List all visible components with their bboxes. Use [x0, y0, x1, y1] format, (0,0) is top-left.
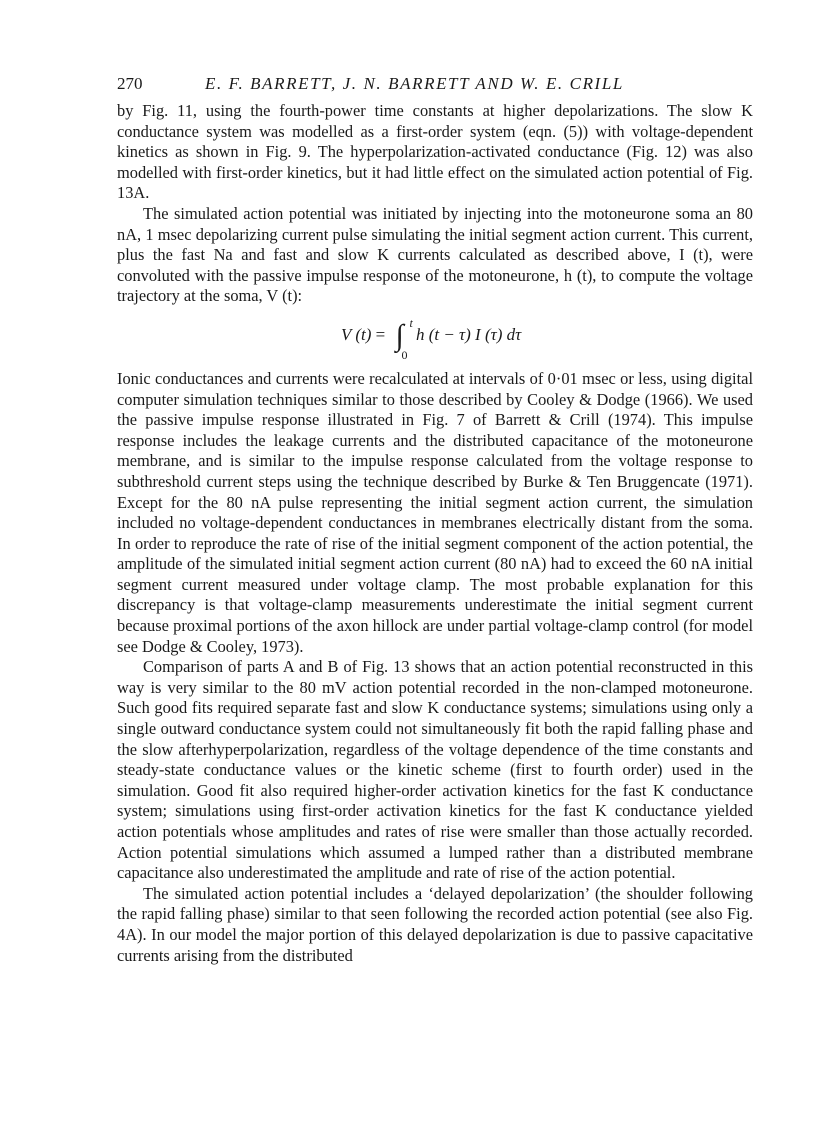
equation-lhs: V (t) — [341, 324, 372, 344]
equation-equals: = — [375, 324, 386, 344]
paragraph-4: Comparison of parts A and B of Fig. 13 shows that an action potential reconstructed in this way is very similar to the 80 mV action potential recorded in the non-clamped motoneurone. Such good fits required separate fast and slow K conductance systems; simulations using only a single outward conductance system could not simultaneously fit both the rapid falling phase and the slow afterhyperpolarization, regardless of the voltage dependence of the time constants and steady-state conductance values or the kinetic scheme (first to fourth order) used in the simulation. Good fit also required higher-order activation kinetics for the fast K conductance system; simulations using first-order activation kinetics for the fast K conductance yielded action potentials whose amplitudes and rates of rise were smaller than those actually recorded. Action potential simulations which assumed a lumped rather than a distributed membrane capacitance also underestimated the amplitude and rate of rise of the action potential. — [117, 657, 753, 883]
integral-sign: ∫ t 0 — [395, 315, 413, 362]
convolution-equation — [117, 311, 753, 367]
running-head-authors: E. F. BARRETT, J. N. BARRETT AND W. E. CRILL — [205, 74, 624, 93]
paragraph-2: The simulated action potential was initiated by injecting into the motoneurone soma an 80 nA, 1 msec depolarizing current pulse simulating the initial segment action current. This current, plus the fast Na and fast and slow K currents calculated as described above, I (t), were convoluted with the passive impulse response of the motoneurone, h (t), to compute the voltage trajectory at the soma, V (t): — [117, 203, 753, 306]
running-header — [117, 72, 753, 96]
paragraph-1: by Fig. 11, using the fourth-power time constants at higher depolarizations. The slow K conductance system was modelled as a first-order system (eqn. (5)) with voltage-dependent kinetics as shown in Fig. 9. The hyperpolarization-activated conductance (Fig. 12) was also modelled with first-order kinetics, but it had little effect on the simulated action potential of Fig. 13A. — [117, 101, 753, 203]
page-number: 270 — [117, 74, 143, 93]
integral-upper-limit: t — [409, 315, 413, 330]
integral-lower-limit: 0 — [401, 347, 408, 362]
equation-integrand: h (t − τ) I (τ) dτ — [415, 324, 522, 344]
paragraph-3: Ionic conductances and currents were recalculated at intervals of 0·01 msec or less, using digital computer simulation techniques similar to those described by Cooley & Dodge (1966). We used the passive impulse response illustrated in Fig. 7 of Barrett & Crill (1974). This impulse response includes the leakage currents and the distributed capacitance of the motoneurone membrane, and is similar to the impulse response calculated from the voltage response to subthreshold current steps using the technique described by Burke & Ten Bruggencate (1971). Except for the 80 nA pulse representing the initial segment action current, the simulation included no voltage-dependent conductances in membranes electrically distant from the soma. In order to reproduce the rate of rise of the initial segment component of the action potential, the amplitude of the simulated initial segment action current (80 nA) had to exceed the 60 nA initial segment current measured under voltage clamp. The most probable explanation for this discrepancy is that voltage-clamp measurements underestimate the initial segment current because proximal portions of the axon hillock are under partial voltage-clamp control (for model see Dodge & Cooley, 1973). — [117, 368, 753, 656]
body-text — [117, 101, 753, 966]
paragraph-5: The simulated action potential includes a ‘delayed depolarization’ (the shoulder following the rapid falling phase) similar to that seen following the recorded action potential (see also Fig. 4A). In our model the major portion of this delayed depolarization is due to passive capacitative currents arising from the distributed — [117, 883, 753, 965]
